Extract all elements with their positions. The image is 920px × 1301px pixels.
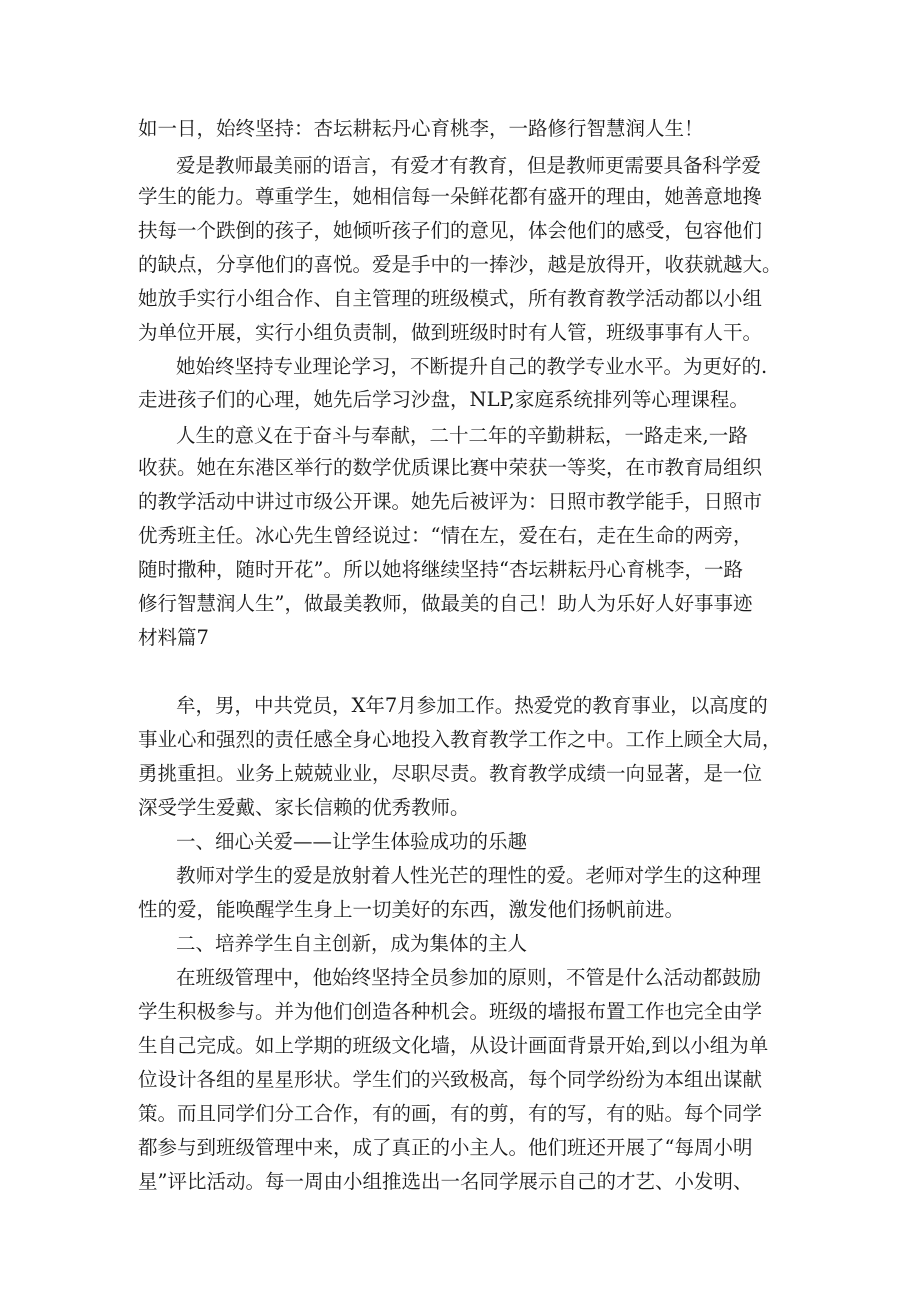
text-line: 随时撒种，随时开花”。所以她将继续坚持“杏坛耕耘丹心育桃李，一路	[138, 558, 743, 581]
text-line: 教师对学生的爱是放射着人性光芒的理性的爱。老师对学生的这种理	[176, 864, 762, 887]
text-line: 扶每一个跌倒的孩子，她倾听孩子们的意见，体会他们的感受，包容他们	[138, 219, 763, 242]
text-line: 性的爱，能唤醒学生身上一切美好的东西，激发他们扬帆前进。	[138, 898, 685, 921]
text-line: 位设计各组的星星形状。学生们的兴致极高，每个同学纷纷为本组出谋献	[138, 1068, 763, 1091]
text-line: 策。而且同学们分工合作，有的画，有的剪，有的写，有的贴。每个同学	[138, 1102, 763, 1125]
text-line: 她放手实行小组合作、自主管理的班级模式，所有教育教学活动都以小组	[138, 287, 763, 310]
text-line: 人生的意义在于奋斗与奉献，二十二年的辛勤耕耘，一路走来,一路	[176, 424, 748, 447]
text-line: 深受学生爱戴、家长信赖的优秀教师。	[138, 796, 470, 819]
text-line: 她始终坚持专业理论学习，不断提升自己的教学专业水平。为更好的.	[176, 355, 768, 378]
text-line: 收获。她在东港区举行的数学优质课比赛中荣获一等奖，在市教育局组织	[138, 456, 763, 479]
text-line: 走进孩子们的心理，她先后学习沙盘，NLP,家庭系统排列等心理课程。	[138, 388, 749, 411]
text-line: 为单位开展，实行小组负责制，做到班级时时有人管，班级事事有人干。	[138, 321, 763, 344]
text-line: 修行智慧润人生”，做最美教师，做最美的自己！助人为乐好人好事事迹	[138, 592, 753, 615]
text-line: 牟，男，中共党员，X年7月参加工作。热爱党的教育事业，以高度的	[176, 694, 768, 717]
text-line: 材料篇7	[138, 626, 209, 649]
text-line: 事业心和强烈的责任感全身心地投入教育教学工作之中。工作上顾全大局，	[138, 728, 782, 751]
text-line: 学生积极参与。并为他们创造各种机会。班级的墙报布置工作也完全由学	[138, 1000, 763, 1023]
section-heading: 一、细心关爱——让学生体验成功的乐趣	[176, 830, 528, 853]
text-line: 的教学活动中讲过市级公开课。她先后被评为：日照市教学能手，日照市	[138, 490, 763, 513]
text-line: 的缺点，分享他们的喜悦。爱是手中的一捧沙，越是放得开，收获就越大。	[138, 253, 782, 276]
text-line: 都参与到班级管理中来，成了真正的小主人。他们班还开展了“每周小明	[138, 1136, 753, 1159]
text-line: 在班级管理中，他始终坚持全员参加的原则，不管是什么活动都鼓励	[176, 966, 762, 989]
text-line: 优秀班主任。冰心先生曾经说过：“情在左，爱在右，走在生命的两旁，	[138, 524, 753, 547]
text-line: 如一日，始终坚持：杏坛耕耘丹心育桃李，一路修行智慧润人生！	[138, 117, 704, 140]
text-line: 星”评比活动。每一周由小组推选出一名同学展示自己的才艺、小发明、	[138, 1170, 753, 1193]
text-line: 学生的能力。尊重学生，她相信每一朵鲜花都有盛开的理由，她善意地搀	[138, 185, 763, 208]
section-heading: 二、培养学生自主创新，成为集体的主人	[176, 932, 528, 955]
text-line: 勇挑重担。业务上兢兢业业，尽职尽责。教育教学成绩一向显著，是一位	[138, 762, 763, 785]
text-line: 生自己完成。如上学期的班级文化墙，从设计画面背景开始,到以小组为单	[138, 1034, 769, 1057]
text-line: 爱是教师最美丽的语言，有爱才有教育，但是教师更需要具备科学爱	[176, 154, 762, 177]
